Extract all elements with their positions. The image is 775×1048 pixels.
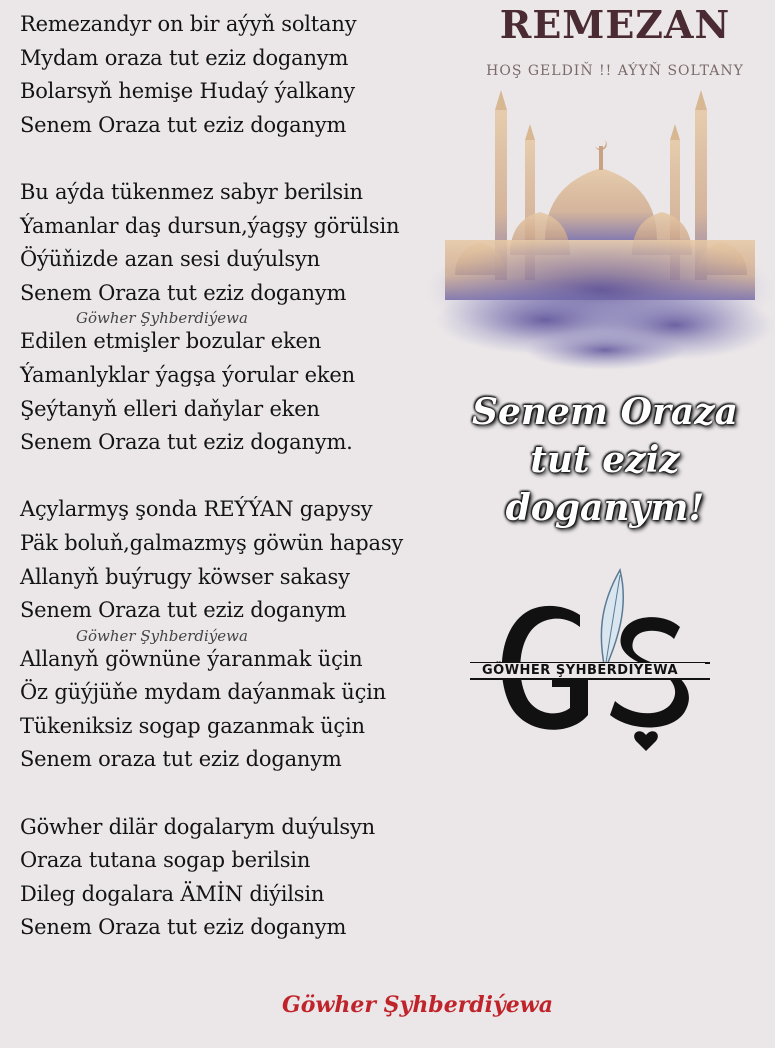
poem-line: Öýüňizde azan sesi duýulsyn — [20, 247, 320, 272]
logo-text: GÖWHER ŞYHBERDIÝEWA — [455, 663, 705, 678]
poem-line: Senem Oraza tut eziz doganym — [20, 112, 347, 137]
poem-line: Allanyň buýrugy köwser sakasy — [20, 564, 350, 589]
poem-line: Senem oraza tut eziz doganym — [20, 747, 342, 772]
poem-line: Ýamanlar daş dursun,ýagşy görülsin — [20, 213, 400, 238]
poem-line: Senem Oraza tut eziz doganym — [20, 915, 347, 940]
poem-line: Senem Oraza tut eziz doganym — [20, 598, 347, 623]
poem-line: Göwher dilär dogalarym duýulsyn — [20, 814, 375, 839]
stanza-1 — [20, 8, 460, 142]
inline-signature: Göwher Şyhberdiýewa — [76, 626, 248, 645]
poem-line: Mydam oraza tut eziz doganym — [20, 45, 349, 70]
poem-line: Senem Oraza tut eziz doganym — [20, 280, 347, 305]
slogan-line: tut eziz — [530, 439, 680, 481]
poem-line: Allanyň göwnüne ýaranmak üçin — [20, 646, 363, 671]
slogan-line: Senem Oraza — [471, 391, 739, 433]
mosque-illustration — [425, 90, 775, 370]
banner-subtitle: HOŞ GELDIŇ !! AÝYŇ SOLTANY — [486, 63, 744, 79]
poem-line: Senem Oraza tut eziz doganym. — [20, 430, 353, 455]
stanza-6 — [20, 811, 460, 945]
poem-line: Öz güýjüňe mydam daýanmak üçin — [20, 680, 387, 705]
poem-line: Päk boluň,galmazmyş göwün hapasy — [20, 530, 404, 555]
poem-line: Dileg dogalara ÄMİN diýilsin — [20, 881, 325, 906]
poem — [20, 8, 460, 945]
poem-line: Edilen etmişler bozular eken — [20, 329, 322, 354]
slogan-line: doganym! — [505, 487, 705, 529]
stanza-4 — [20, 493, 460, 627]
poem-line: Bu aýda tükenmez sabyr berilsin — [20, 179, 363, 204]
poem-line: Oraza tutana sogap berilsin — [20, 848, 311, 873]
poem-line: Açylarmyş şonda REÝÝAN gapysy — [20, 497, 373, 522]
stanza-2 — [20, 176, 460, 310]
poem-line: Şeýtanyň elleri daňylar eken — [20, 396, 320, 421]
poem-line: Bolarsyň hemişe Hudaý ýalkany — [20, 79, 355, 104]
poem-line: Remezandyr on bir aýyň soltany — [20, 12, 357, 36]
poem-line: Ýamanlyklar ýagşa ýorular eken — [20, 362, 355, 387]
inline-signature: Göwher Şyhberdiýewa — [76, 309, 248, 328]
slogan — [440, 388, 770, 532]
poem-line: Tükeniksiz sogap gazanmak üçin — [20, 713, 365, 738]
footer-signature: Göwher Şyhberdiýewa — [282, 992, 553, 1018]
banner-title: REMEZAN — [499, 2, 731, 47]
stanza-3 — [20, 325, 460, 459]
stanza-5 — [20, 643, 460, 777]
